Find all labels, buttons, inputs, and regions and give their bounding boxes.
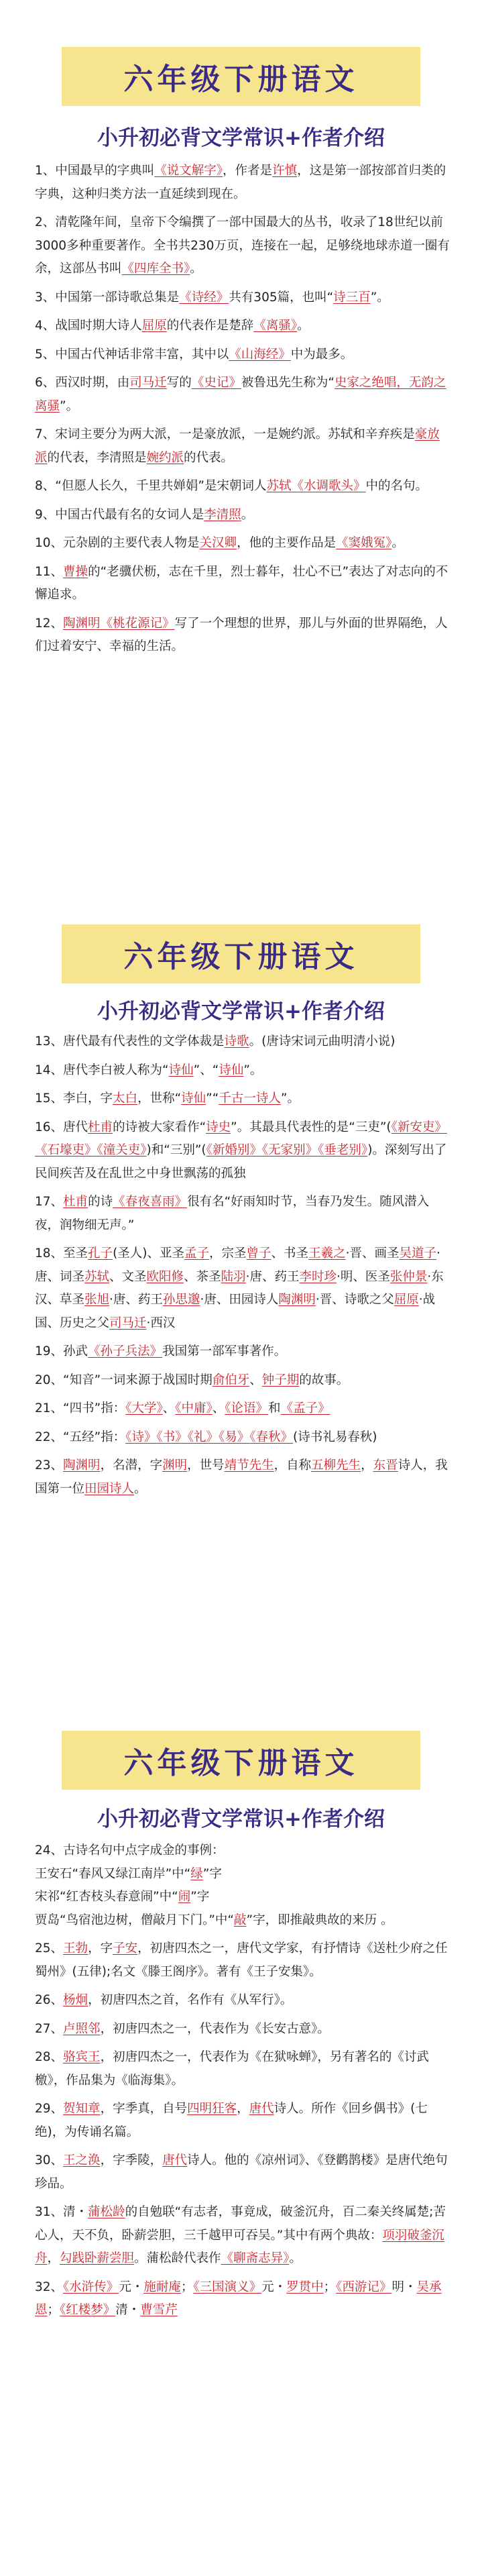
list-item (35, 286, 450, 310)
highlight-term: 《春夜喜雨》 (113, 1195, 188, 1209)
item-text: ， (237, 2102, 249, 2116)
list-item (35, 1087, 450, 1111)
item-text: 诗人。所作《回乡偶书》(七绝)，为传诵名篇。 (35, 2102, 428, 2139)
highlight-term: 《聊斋志异》 (221, 2251, 290, 2265)
section-subtitle: 小升初必背文学常识+作者介绍 (97, 1000, 385, 1024)
highlight-term: 吴承恩 (35, 2279, 442, 2317)
item-text: 13、唐代最有代表性的文学体裁是 (35, 1034, 225, 1049)
item-text: ”、“ (193, 1063, 219, 1077)
highlight-term: 千古一诗人 (219, 1091, 281, 1106)
item-text: ”。 (280, 1091, 300, 1106)
list-item (35, 532, 450, 555)
list-item (35, 160, 450, 206)
highlight-term: 《三国演义》 (193, 2279, 262, 2294)
item-text: 3、中国第一部诗歌总集是 (35, 290, 180, 305)
highlight-term: 《诗经》 (179, 290, 229, 305)
item-text: ”“ (206, 1091, 219, 1106)
highlight-term: 《无家别》 (261, 1143, 318, 1157)
highlight-term: 曹操 (63, 564, 88, 579)
highlight-term: 《窦娥冤》 (336, 536, 392, 550)
highlight-term: 《大学》 (125, 1401, 163, 1415)
item-text: 21、“四书”指： (35, 1401, 126, 1415)
highlight-term: 杜甫 (88, 1120, 113, 1134)
section-body (35, 1839, 450, 2328)
item-text: ·战国、历史之父 (35, 1293, 436, 1330)
highlight-term: 司马迁 (129, 376, 167, 390)
item-text: ，他的主要作品是 (237, 536, 337, 550)
item-text: 19、孙武 (35, 1344, 88, 1358)
highlight-term: 孔子 (88, 1246, 113, 1260)
highlight-term: 《诗》 (125, 1430, 157, 1444)
highlight-term: 豪放派 (35, 427, 440, 465)
item-text: ，名潜，字 (100, 1458, 163, 1472)
item-text: 。 (297, 319, 310, 333)
item-text: )。深刻写出了民间疾苦及在乱世之中身世飘荡的孤独 (35, 1143, 447, 1181)
item-text: ·晋、诗歌之父 (315, 1293, 394, 1307)
item-text: 。 (241, 507, 254, 522)
section-subtitle: 小升初必背文学常识+作者介绍 (97, 126, 385, 150)
list-item (35, 2098, 450, 2144)
highlight-term: 唐代 (162, 2153, 188, 2167)
item-text: 的代表。 (184, 450, 234, 465)
item-text: ”。 (60, 398, 79, 413)
item-text: 6、西汉时期，由 (35, 376, 130, 390)
highlight-term: 勾践卧薪尝胆 (60, 2251, 135, 2265)
item-text: 31、清・ (35, 2205, 88, 2219)
list-item (35, 315, 450, 338)
highlight-term: 贺知章 (63, 2102, 101, 2116)
list-item (35, 1242, 450, 1335)
item-text: 很有名“好雨知时节，当春乃发生。随风潜入夜，润物细无声。” (35, 1195, 430, 1232)
item-text: 贾岛“鸟宿池边树，僧敲月下门。”中“ (35, 1913, 235, 1927)
highlight-term: 王之涣 (63, 2153, 101, 2167)
item-text: 10、元杂剧的主要代表人物是 (35, 536, 200, 550)
highlight-term: 《论语》 (225, 1401, 269, 1415)
item-text: 18、至圣 (35, 1246, 88, 1260)
highlight-term: 杨炯 (63, 1993, 88, 2007)
highlight-term: 屈原 (394, 1293, 419, 1307)
highlight-term: 《孙子兵法》 (88, 1344, 163, 1358)
section-subtitle: 小升初必背文学常识+作者介绍 (97, 1807, 385, 1831)
item-text: 、文圣 (109, 1269, 147, 1284)
highlight-term: 诗史 (206, 1120, 231, 1134)
list-item (35, 372, 450, 418)
item-text: ； (180, 2279, 194, 2294)
section-title: 六年级下册语文 (62, 1731, 420, 1790)
item-text: 7、宋词主要分为两大派，一是豪放派，一是婉约派。苏轼和辛弃疾是 (35, 427, 415, 441)
item-text: ·唐、药王 (109, 1293, 163, 1307)
section-title: 六年级下册语文 (62, 924, 420, 983)
item-text: 的诗被大家看作“ (113, 1120, 206, 1134)
item-text: 王安石“春风又绿江南岸”中“ (35, 1866, 191, 1881)
list-item (35, 1397, 450, 1421)
item-text: ，初唐四杰之一，代表作为《在狱咏蝉》，另有著名的《讨武檄》，作品集为《临海集》。 (35, 2050, 429, 2088)
highlight-term: 诗仙 (168, 1063, 194, 1077)
item-text: ，字季陵， (100, 2153, 163, 2167)
list-item (35, 504, 450, 527)
highlight-term: 陶渊明 (63, 616, 101, 631)
highlight-term: 《红楼梦》 (60, 2303, 116, 2317)
list-item (35, 1426, 450, 1450)
highlight-term: 王羲之 (308, 1246, 346, 1260)
highlight-term: 《新婚别》 (206, 1143, 262, 1157)
item-text: 28、 (35, 2050, 64, 2064)
item-text: (诗书礼易春秋) (293, 1430, 377, 1444)
item-text: 26、 (35, 1993, 64, 2007)
highlight-term: 渊明 (162, 1458, 188, 1472)
item-text: 14、唐代李白被人称为“ (35, 1063, 169, 1077)
item-text: 27、 (35, 2021, 64, 2036)
highlight-term: 太白 (113, 1091, 138, 1106)
item-text: 1、中国最早的字典叫 (35, 164, 155, 178)
highlight-term: 曹雪芹 (140, 2303, 178, 2317)
highlight-term: 蒲松龄 (88, 2205, 125, 2219)
item-text: 29、 (35, 2102, 64, 2116)
item-text: 2、清乾隆年间，皇帝下令编撰了一部中国最大的丛书，收录了18世纪以前3000多种重要著作。全书共230万页，连接在一起，足够绕地球赤道一圈有余，这部丛书叫 (35, 215, 450, 276)
highlight-term: 《书》 (156, 1430, 188, 1444)
highlight-term: 卢照邻 (63, 2021, 101, 2036)
item-text: ”字 (202, 1866, 222, 1881)
item-text: 、茶圣 (184, 1269, 221, 1284)
highlight-term: 杜甫 (63, 1195, 88, 1209)
highlight-term: 四明狂客 (187, 2102, 237, 2116)
highlight-term: 《水调歌头》 (291, 479, 366, 493)
item-text: ， (47, 2251, 60, 2265)
list-item (35, 2018, 450, 2041)
item-text: 15、李白，字 (35, 1091, 113, 1106)
item-text: 25、 (35, 1941, 64, 1955)
item-text: 16、唐代 (35, 1120, 88, 1134)
list-item (35, 2201, 450, 2271)
item-text: 诗人。他的《凉州词》、《登鹳鹊楼》是唐代绝句珍品。 (35, 2153, 448, 2191)
highlight-term: 苏轼 (266, 479, 292, 493)
item-text: 。 (391, 536, 404, 550)
item-text: ”字 (190, 1890, 210, 1904)
item-text: 9、中国古代最有名的女词人是 (35, 507, 204, 522)
item-text: ·西汉 (146, 1316, 176, 1330)
highlight-term: 子安 (113, 1941, 138, 1955)
list-item (35, 1937, 450, 1984)
list-item (35, 1030, 450, 1054)
item-text: 被鲁迅先生称为“ (241, 376, 335, 390)
highlight-term: 王勃 (63, 1941, 88, 1955)
item-text: 和 (268, 1401, 281, 1415)
highlight-term: 《易》 (219, 1430, 250, 1444)
list-item (35, 561, 450, 607)
highlight-term: 《四库全书》 (121, 262, 190, 276)
highlight-term: 苏轼 (84, 1269, 110, 1284)
highlight-term: 罗贯中 (286, 2279, 324, 2294)
list-item (35, 1340, 450, 1364)
item-text: ·明、医圣 (337, 1269, 390, 1284)
item-text: ； (47, 2303, 60, 2317)
highlight-term: 《礼》 (187, 1430, 219, 1444)
item-text: 30、 (35, 2153, 64, 2167)
item-text: 元・ (119, 2279, 144, 2294)
item-text: 4、战国时期大诗人 (35, 319, 142, 333)
item-text: 8、“但愿人长久，千里共婵娟”是宋朝词人 (35, 479, 267, 493)
highlight-term: 田园诗人 (84, 1481, 135, 1496)
item-text: 、 (249, 1373, 262, 1387)
item-text: 20、“知音”一词来源于战国时期 (35, 1373, 213, 1387)
item-text: ”。 (370, 290, 389, 305)
list-item (35, 1839, 450, 1932)
highlight-term: 《史记》 (191, 376, 241, 390)
highlight-term: 吴道子 (399, 1246, 436, 1260)
item-text: 11、 (35, 564, 64, 579)
item-text: ，初唐四杰之一，代表作为《长安古意》。 (100, 2021, 330, 2036)
item-text: 清・ (115, 2303, 141, 2317)
item-text: 的诗 (88, 1195, 113, 1209)
list-item (35, 2046, 450, 2092)
highlight-term: 曾子 (246, 1246, 272, 1260)
highlight-term: 司马迁 (109, 1316, 147, 1330)
item-text: ·东汉、草圣 (35, 1269, 444, 1307)
item-text: ”。 (243, 1063, 263, 1077)
item-text: 、 (212, 1401, 225, 1415)
item-text: 明・ (391, 2279, 417, 2294)
item-text: ，字季真，自号 (100, 2102, 188, 2116)
item-text: 我国第一部军事著作。 (162, 1344, 287, 1358)
highlight-term: 陶渊明 (278, 1293, 316, 1307)
highlight-term: 《石壕吏》 (35, 1143, 97, 1157)
list-item (35, 2276, 450, 2322)
item-text: 23、 (35, 1458, 64, 1472)
highlight-term: 诗仙 (181, 1091, 206, 1106)
highlight-term: 绿 (190, 1866, 203, 1881)
list-item (35, 423, 450, 470)
highlight-term: 《离骚》 (253, 319, 298, 333)
highlight-term: 史家之绝唱，无韵之离骚 (35, 376, 446, 413)
list-item (35, 1116, 450, 1186)
item-text: (圣人)、亚圣 (113, 1246, 184, 1260)
list-item (35, 612, 450, 659)
item-text: ·唐、词圣 (35, 1246, 440, 1284)
highlight-term: 靖节先生 (224, 1458, 274, 1472)
list-item (35, 343, 450, 367)
item-text: 17、 (35, 1195, 64, 1209)
list-item (35, 2149, 450, 2196)
highlight-term: 张旭 (84, 1293, 110, 1307)
list-item (35, 211, 450, 281)
highlight-term: 《垂老别》 (318, 1143, 368, 1157)
item-text: 共有305篇，也叫“ (229, 290, 334, 305)
item-text: 。 (134, 1481, 147, 1496)
item-text: 中为最多。 (290, 347, 353, 362)
item-text: ·晋、画圣 (345, 1246, 400, 1260)
highlight-term: 俞伯牙 (212, 1373, 250, 1387)
highlight-term: 《山海经》 (229, 347, 291, 362)
item-text: 的代表作是楚辞 (166, 319, 254, 333)
item-text: ，世称“ (137, 1091, 182, 1106)
item-text: ·唐、田园诗人 (200, 1293, 279, 1307)
item-text: ，这是第一部按部首归类的字典，这种归类方法一直延续到现在。 (35, 164, 446, 201)
list-item (35, 1454, 450, 1501)
highlight-term: 《西游记》 (336, 2279, 392, 2294)
item-text: 32、 (35, 2279, 64, 2294)
highlight-term: 《春秋》 (249, 1430, 294, 1444)
highlight-term: 诗仙 (219, 1063, 244, 1077)
item-text: 宋祁“红杏枝头春意闹”中“ (35, 1890, 178, 1904)
highlight-term: 欧阳修 (146, 1269, 184, 1284)
highlight-term: 东晋 (373, 1458, 398, 1472)
highlight-term: 闹 (178, 1890, 191, 1904)
highlight-term: 诗歌 (224, 1034, 249, 1049)
highlight-term: 《中庸》 (175, 1401, 213, 1415)
item-text: 。 (289, 2251, 302, 2265)
list-item (35, 1369, 450, 1393)
item-text: )和“三别”( (146, 1143, 206, 1157)
highlight-term: 唐代 (249, 2102, 274, 2116)
highlight-term: 婉约派 (146, 450, 184, 465)
highlight-term: 敲 (234, 1913, 247, 1927)
item-text: 。蒲松龄代表作 (134, 2251, 221, 2265)
highlight-term: 张仲景 (389, 1269, 428, 1284)
list-item (35, 475, 450, 498)
item-text: ，作者是 (223, 164, 273, 178)
item-text: 的故事。 (299, 1373, 349, 1387)
highlight-term: 《新安吏》 (391, 1120, 447, 1134)
section-body (35, 160, 450, 664)
item-text: 12、 (35, 616, 64, 631)
item-text: 的“老骥伏枥，志在千里，烈士暮年，壮心不已”表达了对志向的不懈追求。 (35, 564, 448, 602)
item-text: ，宗圣 (209, 1246, 247, 1260)
item-text: ”字，即推敲典故的来历 。 (246, 1913, 394, 1927)
highlight-term: 《桃花源记》 (100, 616, 175, 631)
list-item (35, 1191, 450, 1237)
highlight-term: 陶渊明 (63, 1458, 101, 1472)
item-text: 24、古诗名句中点字成金的事例： (35, 1843, 225, 1858)
item-text: 的代表，李清照是 (47, 450, 147, 465)
highlight-term: 《说文解字》 (154, 164, 223, 178)
item-text: 诗人，我国第一位 (35, 1458, 448, 1496)
item-text: ； (323, 2279, 337, 2294)
highlight-term: 李清照 (204, 507, 241, 522)
highlight-term: 陆羽 (221, 1269, 246, 1284)
highlight-term: 孙思邈 (162, 1293, 200, 1307)
highlight-term: 诗三百 (333, 290, 371, 305)
item-text: ，初唐四杰之一，唐代文学家，有抒情诗《送杜少府之任蜀州》(五律);名文《滕王阁序》。著有《王子安集》。 (35, 1941, 448, 1979)
highlight-term: 项羽破釜沉舟 (35, 2228, 444, 2265)
item-text: ， (361, 1458, 373, 1472)
item-text: ，自称 (274, 1458, 312, 1472)
highlight-term: 《水浒传》 (63, 2279, 119, 2294)
item-text: 。 (190, 262, 202, 276)
item-text: ，世号 (187, 1458, 225, 1472)
item-text: ·唐、药王 (245, 1269, 300, 1284)
highlight-term: 屈原 (141, 319, 167, 333)
item-text: 、书圣 (271, 1246, 309, 1260)
list-item (35, 1059, 450, 1083)
item-text: 5、中国古代神话非常丰富，其中以 (35, 347, 229, 362)
highlight-term: 关汉卿 (199, 536, 237, 550)
highlight-term: 施耐庵 (143, 2279, 181, 2294)
item-text: 。(唐诗宋词元曲明清小说) (249, 1034, 396, 1049)
highlight-term: 李时珍 (299, 1269, 337, 1284)
item-text: 22、“五经”指： (35, 1430, 126, 1444)
item-text: 中的名句。 (365, 479, 428, 493)
highlight-term: 《孟子》 (280, 1401, 330, 1415)
item-text: ”。其最具代表性的是“三吏”( (231, 1120, 391, 1134)
item-text: 、 (162, 1401, 176, 1415)
section-title: 六年级下册语文 (62, 47, 420, 106)
list-item (35, 1989, 450, 2012)
item-text: 写的 (166, 376, 192, 390)
item-text: 元・ (261, 2279, 287, 2294)
item-text: ，初唐四杰之首，名作有《从军行》。 (88, 1993, 293, 2007)
item-text: 的自勉联“有志者，事竟成，破釜沉舟，百二秦关终属楚;苦心人，天不负，卧薪尝胆，三千越甲可吞吴。”其中有两个典故： (35, 2205, 446, 2243)
highlight-term: 《潼关吏》 (97, 1143, 147, 1157)
highlight-term: 孟子 (184, 1246, 210, 1260)
item-text: ，字 (88, 1941, 113, 1955)
section-body (35, 1030, 450, 1506)
item-text: 写了一个理想的世界，那儿与外面的世界隔绝，人们过着安宁、幸福的生活。 (35, 616, 448, 653)
highlight-term: 五柳先生 (311, 1458, 361, 1472)
highlight-term: 骆宾王 (63, 2050, 101, 2064)
highlight-term: 许慎 (272, 164, 298, 178)
highlight-term: 钟子期 (261, 1373, 300, 1387)
